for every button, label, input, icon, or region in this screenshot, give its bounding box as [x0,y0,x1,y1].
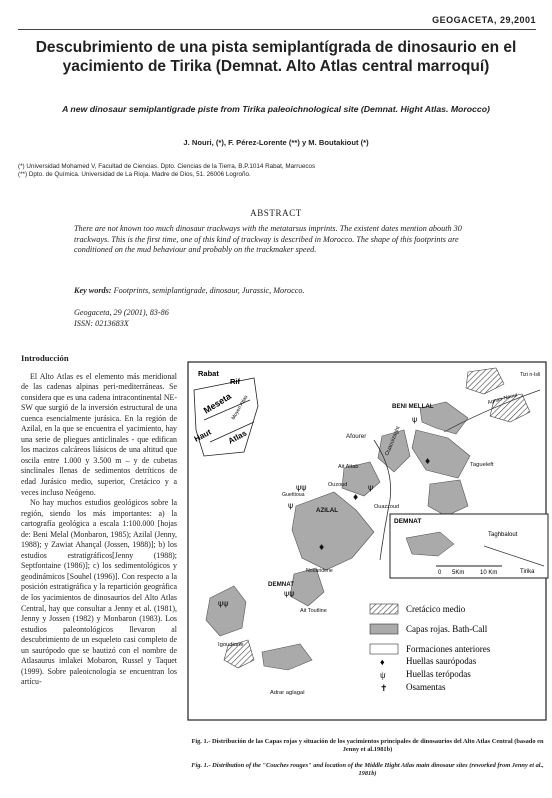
abstract-heading: ABSTRACT [250,208,302,218]
legend-teropodas: Huellas terópodas [406,669,471,679]
intro-paragraph-1: El Alto Atlas es el elemento más meridional de las cadenas alpinas peri-mediterráneas. Se considera que es una cadena intracontinental NE-SW que surgió de la inversión estructural de una cuenca esencialmente jurásica. En la región de Azilal, en la que se encuentra el yacimiento, hay una serie de pliegues anticlinales - que edifican los macizos calcáreos liásicos de una altitud que oscila entre 1.000 y 3.500 m – y de cubetas sinclinales llenas de sedimentos detríticos de edad Jurásico medio, superior, Cretácico y a veces incluso Neógeno. [21,371,177,497]
place-tagueleft: Tagueleft [470,462,494,468]
citation-line: Geogaceta, 29 (2001), 83-86 [74,308,169,317]
legend-theropod-symbol: ψ [380,670,386,680]
footprint-symbol: ψ [412,415,418,424]
legend-formaciones: Formaciones anteriores [406,644,491,654]
place-agnan-naour: Agnan-Naour [486,392,519,406]
intro-heading: Introducción [21,353,69,363]
inset-morocco [194,378,258,456]
affiliation-1: (*) Universidad Mohamed V, Facultad de Ciencias. Dpto. Ciencias de la Tierra, B.P.1014 Rabat, Marruecos [18,163,316,170]
journal-header: GEOGACETA, 29,2001 [432,15,536,25]
article-subtitle: A new dinosaur semiplantigrade piste from Tirika paleoichnological site (Demnat. Hight Atlas. Morocco) [62,104,490,114]
place-igoudiane: Igoudiane [218,642,244,648]
legend-sauropod-symbol: ♦ [380,657,385,667]
place-afourer: Afourer [346,433,367,440]
keywords-text: Footprints, semiplantigrade, dinosaur, Jurassic, Morocco. [113,286,305,295]
legend-sauropodas: Huellas saurópodas [406,656,477,666]
inset-label-haut: Haut [192,427,213,444]
inset-label-atlas: Atlas [226,428,249,446]
inset-label-moyen-atlas: Moyen Atlas [230,394,250,421]
intro-column [21,353,177,688]
footprint-symbol: ψψ [218,599,229,608]
intro-paragraph-2: No hay muchos estudios geológicos sobre la región, siendo los más importantes: a) la cartografía geológica a escala 1:100.000 [hojas de: Beni Melal (Monbaron, 1985); Azilal (Jenny, 1988); y Zawiat Ahançal (Jossen, 1988)]; b) los estudios estratigráficos[Jenny (1988); Septfontaine (1986)]; c) los sedimentológicos y geodinámicos [Souhel (1996)]. Con respecto a la posición estratigráfica y la repartición geográfica de los yacimientos de dinosaurios del Alto Atlas Central, hay que consultar a Jenny et al. (1981), Jenny y Jossen (1982) y Monbaron (1983). Los estudios paleontológicos llevaron al descubrimiento de un esqueleto casi completo de un saurópodo que se bautizó con el nombre de Atlasaurus imlakei Mobaron, Russel y Taquet (1999). Sobre paleoicnología se encuentran los artícu- [21,498,177,687]
place-demnat: DEMNAT [268,581,295,588]
abstract-text: There are not known too much dinosaur trackways with the metatarsus imprints. The existent dates mention abouth 30 trackways. This is the first time, one of this kind of trackway is described in Morocco. The shape of this footprints are conditioned on the mud behaviour and probably on the trackmaker speed. [74,224,462,255]
affiliation-2: (**) Dpto. de Química. Universidad de La Rioja. Madre de Dios, 51. 26006 Logroño. [18,171,251,178]
citation [74,308,169,329]
place-ait-toutline: Ait Toutline [300,608,327,614]
inset-label-rif: Rif [230,377,240,386]
authors: J. Nouri, (*), F. Pérez-Lorente (**) y M. Boutakiout (*) [183,138,369,147]
figure-map [184,360,550,727]
place-tizi-n-isli: Tizi n-Isli [520,372,541,378]
footprint-symbol: ♦ [318,543,326,552]
place-guettioua: Guettioua [282,492,305,498]
place-ouazzoud: Ouazzoud [374,504,400,510]
footprint-symbol: ♦ [352,493,360,502]
issn-line: ISSN: 0213683X [74,318,129,328]
place-ouaouizaght: Ouaouizaght [384,425,402,457]
place-taghbalout: Taghbalout [488,532,518,538]
place-ait-attab: Ait Attab [338,464,359,470]
scale-0: 0 [438,570,442,576]
keywords-label: Key words: [74,286,112,295]
place-tirika: Tirika [520,569,535,575]
legend [370,604,491,693]
keywords [74,286,482,297]
footprint-symbol: ψ [368,483,374,492]
place-adrar-aglagal: Adrar aglagal [270,690,305,696]
legend-cretacico: Cretácico medio [406,604,466,614]
article-title: Descubrimiento de una pista semiplantígrada de dinosaurio en el yacimiento de Tirika (Demnat. Alto Atlas central marroquí) [35,39,517,75]
footprint-symbol: ♦ [424,457,432,466]
place-ouzoud: Ouzoud [328,482,348,488]
place-beni-mellal: BENI MELLAL [392,403,434,410]
inset-label-meseta: Meseta [201,391,233,416]
legend-bones-symbol: ✝ [380,683,388,693]
place-azilal: AZILAL [316,507,338,514]
footprint-symbol: ψψ [296,483,307,492]
place-nouaridene: Nouaridene [306,568,333,574]
caption-es: Fig. 1.- Distribución de las Capas rojas y situación de los yacimientos principales de dinosaurios del Alto Atlas Central (basado en Jenny et al.1981b) [191,738,544,754]
footprint-symbol: ψ [288,501,294,510]
scale-5km: 5Km [452,570,465,576]
legend-capas-rojas: Capas rojas. Bath-Call [406,624,488,634]
legend-osamentas: Osamentas [406,682,446,692]
inset-label-rabat: Rabat [198,369,219,378]
caption-en: Fig. 1.- Distribution of the "Couches rouges" and location of the Middle Hight Atlas main dinosaur sites (reworked from Jenny et al., 1981b) [191,762,544,778]
inset-demnat-title: DEMNAT [394,518,422,525]
footprint-symbol: ψψ [284,589,295,598]
header-rule [18,29,536,30]
scale-10km: 10 Km [480,570,498,576]
